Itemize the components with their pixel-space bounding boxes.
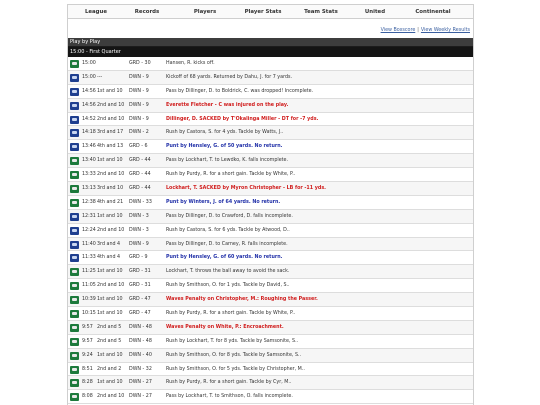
nav-continental[interactable]: Continental xyxy=(415,8,451,15)
play-description: Punt by Hensley, G. of 50 yards. No return. xyxy=(166,144,283,150)
play-down: 2nd and 5 xyxy=(97,338,122,344)
table-row xyxy=(68,210,473,224)
helmet-icon xyxy=(72,187,77,190)
helmet-icon xyxy=(72,76,77,79)
grd-team-logo-icon xyxy=(70,338,79,346)
helmet-icon xyxy=(72,256,77,259)
helmet-icon xyxy=(72,243,77,246)
helmet-icon xyxy=(72,90,77,93)
play-description: Lockhart, T. throws the ball away to avoid the sack. xyxy=(166,269,290,275)
grd-team-logo-icon xyxy=(70,296,79,304)
play-time: 12:38 xyxy=(82,199,96,205)
table-row xyxy=(68,196,473,210)
play-description: Dillinger, D. SACKED by T'Okalinga Miller - DT for -7 yds. xyxy=(166,116,319,122)
table-row xyxy=(68,321,473,335)
grd-team-logo-icon xyxy=(70,366,79,374)
grd-team-logo-icon xyxy=(70,282,79,290)
nav-team-stats[interactable]: Team Stats xyxy=(304,8,338,15)
play-time: 12:31 xyxy=(82,213,96,219)
play-down: 1st and 10 xyxy=(97,311,123,317)
play-description: Rush by Purdy, R. for a short gain. Tackle by White, P.. xyxy=(166,311,296,317)
play-time: 11:05 xyxy=(82,283,96,289)
play-description: Rush by Smithson, O. for 5 yds. Tackle by Christopher, M.. xyxy=(166,366,305,372)
nav-united[interactable]: United xyxy=(364,8,386,15)
grd-team-logo-icon xyxy=(70,324,79,332)
play-time: 8:51 xyxy=(82,366,93,372)
play-down: 1st and 10 xyxy=(97,297,123,303)
play-description: Punt by Hensley, G. of 60 yards. No return. xyxy=(166,255,283,261)
dwn-team-logo-icon xyxy=(70,74,79,82)
dwn-team-logo-icon xyxy=(70,129,79,137)
quarter-title: 15:00 - First Quarter xyxy=(68,47,473,57)
play-down: 3rd and 17 xyxy=(97,130,124,136)
helmet-icon xyxy=(72,284,77,287)
grd-team-logo-icon xyxy=(70,185,79,193)
grd-team-logo-icon xyxy=(70,352,79,360)
play-description: Lockhart, T. SACKED by Myron Christopher - LB for -11 yds. xyxy=(166,186,326,192)
play-description: Waves Penalty on Christopher, M.: Roughing the Passer. xyxy=(166,297,318,303)
play-time: 9:24 xyxy=(82,352,93,358)
play-time: 8:28 xyxy=(82,380,93,386)
play-description: Rush by Smithson, O. for 1 yds. Tackle by David, S.. xyxy=(166,283,290,289)
helmet-icon xyxy=(72,62,77,65)
helmet-icon xyxy=(72,340,77,343)
helmet-icon xyxy=(72,354,77,357)
play-down: 1st and 10 xyxy=(97,88,123,94)
play-time: 14:56 xyxy=(82,88,96,94)
play-down: 1st and 10 xyxy=(97,352,123,358)
play-by-play-page xyxy=(67,4,474,405)
helmet-icon xyxy=(72,215,77,218)
play-down: 2nd and 10 xyxy=(97,394,125,400)
play-yard-line: GRD - 44 xyxy=(129,172,151,178)
helmet-icon xyxy=(72,145,77,148)
table-row xyxy=(68,265,473,279)
table-row xyxy=(68,71,473,85)
top-nav xyxy=(68,5,473,19)
helmet-icon xyxy=(72,326,77,329)
play-description: Pass by Dillinger, D. to Carney, R. falls incomplete. xyxy=(166,241,288,247)
play-time: 9:57 xyxy=(82,324,93,330)
play-time: 9:57 xyxy=(82,338,93,344)
play-yard-line: DWN - 32 xyxy=(129,366,152,372)
play-time: 14:52 xyxy=(82,116,96,122)
play-time: 11:40 xyxy=(82,241,96,247)
play-description: Rush by Smithson, O. for 8 yds. Tackle by Samsonite, S.. xyxy=(166,352,302,358)
grd-team-logo-icon xyxy=(70,157,79,165)
play-down: 4th and 13 xyxy=(97,144,124,150)
play-yard-line: DWN - 9 xyxy=(129,102,149,108)
table-row xyxy=(68,335,473,349)
play-down: 2nd and 10 xyxy=(97,283,125,289)
view-weekly-results-link[interactable]: View Weekly Results xyxy=(420,27,470,33)
play-description: Rush by Purdy, R. for a short gain. Tackle by Cyr, M.. xyxy=(166,380,292,386)
play-description: Rush by Lockhart, T. for 8 yds. Tackle by Samsonite, S.. xyxy=(166,338,299,344)
play-yard-line: GRD - 47 xyxy=(129,297,151,303)
grd-team-logo-icon xyxy=(70,379,79,387)
table-row xyxy=(68,154,473,168)
play-down: 2nd and 10 xyxy=(97,172,125,178)
nav-players[interactable]: Players xyxy=(193,8,217,15)
helmet-icon xyxy=(72,159,77,162)
grd-team-logo-icon xyxy=(70,268,79,276)
helmet-icon xyxy=(72,131,77,134)
play-down: --- xyxy=(97,74,103,80)
helmet-icon xyxy=(72,173,77,176)
play-yard-line: GRD - 31 xyxy=(129,269,151,275)
play-time: 14:56 xyxy=(82,102,96,108)
play-description: Hansen, R. kicks off. xyxy=(166,61,215,66)
play-down: 1st and 10 xyxy=(97,269,123,275)
play-down: 2nd and 10 xyxy=(97,102,125,108)
play-description: Waves Penalty on White, P.: Encroachment. xyxy=(166,324,284,330)
grd-team-logo-icon xyxy=(70,199,79,207)
play-yard-line: DWN - 48 xyxy=(129,338,152,344)
play-yard-line: DWN - 33 xyxy=(129,199,152,205)
dwn-team-logo-icon xyxy=(70,241,79,249)
helmet-icon xyxy=(72,270,77,273)
play-time: 14:18 xyxy=(82,130,96,136)
table-row xyxy=(68,224,473,238)
dwn-team-logo-icon xyxy=(70,227,79,235)
play-yard-line: DWN - 9 xyxy=(129,116,149,122)
play-time: 8:08 xyxy=(82,394,93,400)
table-row xyxy=(68,99,473,113)
play-yard-line: GRD - 31 xyxy=(129,283,151,289)
helmet-icon xyxy=(72,104,77,107)
table-row xyxy=(68,140,473,154)
play-yard-line: GRD - 44 xyxy=(129,186,151,192)
dwn-team-logo-icon xyxy=(70,143,79,151)
nav-player-stats[interactable]: Player Stats xyxy=(244,8,282,15)
play-yard-line: GRD - 6 xyxy=(129,144,148,150)
play-down: 3rd and 10 xyxy=(97,186,124,192)
dwn-team-logo-icon xyxy=(70,116,79,124)
play-down: 4th and 21 xyxy=(97,199,124,205)
helmet-icon xyxy=(72,395,77,398)
play-yard-line: DWN - 3 xyxy=(129,213,149,219)
play-by-play-title: Play by Play xyxy=(68,38,473,47)
play-time: 10:15 xyxy=(82,311,96,317)
helmet-icon xyxy=(72,118,77,121)
dwn-team-logo-icon xyxy=(70,254,79,262)
play-down: 1st and 10 xyxy=(97,213,123,219)
play-yard-line: DWN - 3 xyxy=(129,227,149,233)
play-description: Pass by Lockhart, T. to Smithson, O. falls incomplete. xyxy=(166,394,293,400)
play-time: 11:25 xyxy=(82,269,96,275)
play-yard-line: DWN - 9 xyxy=(129,241,149,247)
table-row xyxy=(68,57,473,71)
table-row xyxy=(68,126,473,140)
play-description: Kickoff of 68 yards. Returned by Dahu, J. for 7 yards. xyxy=(166,74,293,80)
play-time: 15:00 xyxy=(82,74,96,80)
play-time: 13:46 xyxy=(82,144,96,150)
grd-team-logo-icon xyxy=(70,171,79,179)
play-time: 15:00 xyxy=(82,61,96,66)
play-yard-line: GRD - 9 xyxy=(129,255,148,261)
play-yard-line: DWN - 48 xyxy=(129,324,152,330)
play-time: 11:33 xyxy=(82,255,96,261)
play-yard-line: DWN - 40 xyxy=(129,352,152,358)
grd-team-logo-icon xyxy=(70,310,79,318)
play-yard-line: DWN - 27 xyxy=(129,394,152,400)
helmet-icon xyxy=(72,229,77,232)
grd-team-logo-icon xyxy=(70,60,79,68)
result-links xyxy=(68,23,473,37)
helmet-icon xyxy=(72,381,77,384)
play-yard-line: DWN - 9 xyxy=(129,74,149,80)
play-yard-line: GRD - 44 xyxy=(129,158,151,164)
helmet-icon xyxy=(72,312,77,315)
play-yard-line: GRD - 30 xyxy=(129,61,151,66)
play-down: 1st and 10 xyxy=(97,158,123,164)
table-row xyxy=(68,113,473,127)
play-description: Pass by Dillinger, D. to Crawford, D. falls incomplete. xyxy=(166,213,293,219)
play-yard-line: DWN - 27 xyxy=(129,380,152,386)
link-separator: | xyxy=(417,27,419,33)
table-row xyxy=(68,182,473,196)
play-down: 4th and 4 xyxy=(97,255,121,261)
play-down: 2nd and 5 xyxy=(97,324,122,330)
nav-league[interactable]: League xyxy=(84,8,108,15)
play-time: 13:13 xyxy=(82,186,96,192)
play-down: 1st and 10 xyxy=(97,380,123,386)
play-yard-line: DWN - 9 xyxy=(129,88,149,94)
play-time: 13:33 xyxy=(82,172,96,178)
play-description: Rush by Purdy, R. for a short gain. Tackle by White, P.. xyxy=(166,172,296,178)
table-row xyxy=(68,363,473,377)
helmet-icon xyxy=(72,298,77,301)
table-row xyxy=(68,251,473,265)
play-yard-line: DWN - 2 xyxy=(129,130,149,136)
grd-team-logo-icon xyxy=(70,393,79,401)
table-row xyxy=(68,238,473,252)
dwn-team-logo-icon xyxy=(70,88,79,96)
play-description: Everette Fletcher - C was injured on the play. xyxy=(166,102,289,108)
play-description: Punt by Winters, J. of 64 yards. No return. xyxy=(166,199,281,205)
play-time: 10:39 xyxy=(82,297,96,303)
play-description: Rush by Castora, S. for 4 yds. Tackle by Watts, J.. xyxy=(166,130,284,136)
play-time: 13:40 xyxy=(82,158,96,164)
play-down: 2nd and 10 xyxy=(97,227,125,233)
dwn-team-logo-icon xyxy=(70,213,79,221)
play-description: Pass by Lockhart, T. to Lewdko, K. falls incomplete. xyxy=(166,158,289,164)
table-row xyxy=(68,390,473,404)
plays-list xyxy=(68,57,473,404)
helmet-icon xyxy=(72,368,77,371)
table-row xyxy=(68,307,473,321)
helmet-icon xyxy=(72,201,77,204)
play-description: Rush by Castora, S. for 6 yds. Tackle by Atwood, D.. xyxy=(166,227,290,233)
nav-records[interactable]: Records xyxy=(134,8,160,15)
table-row xyxy=(68,376,473,390)
table-row xyxy=(68,168,473,182)
play-time: 12:24 xyxy=(82,227,96,233)
table-row xyxy=(68,279,473,293)
play-down: 3rd and 4 xyxy=(97,241,121,247)
play-down: 2nd and 2 xyxy=(97,366,122,372)
dwn-team-logo-icon xyxy=(70,102,79,110)
play-yard-line: GRD - 47 xyxy=(129,311,151,317)
view-boxscore-link[interactable]: View Boxscore xyxy=(380,27,416,33)
table-row xyxy=(68,293,473,307)
table-row xyxy=(68,85,473,99)
play-description: Pass by Dillinger, D. to Boldrick, C. was dropped! Incomplete. xyxy=(166,88,314,94)
play-down: 2nd and 10 xyxy=(97,116,125,122)
table-row xyxy=(68,349,473,363)
